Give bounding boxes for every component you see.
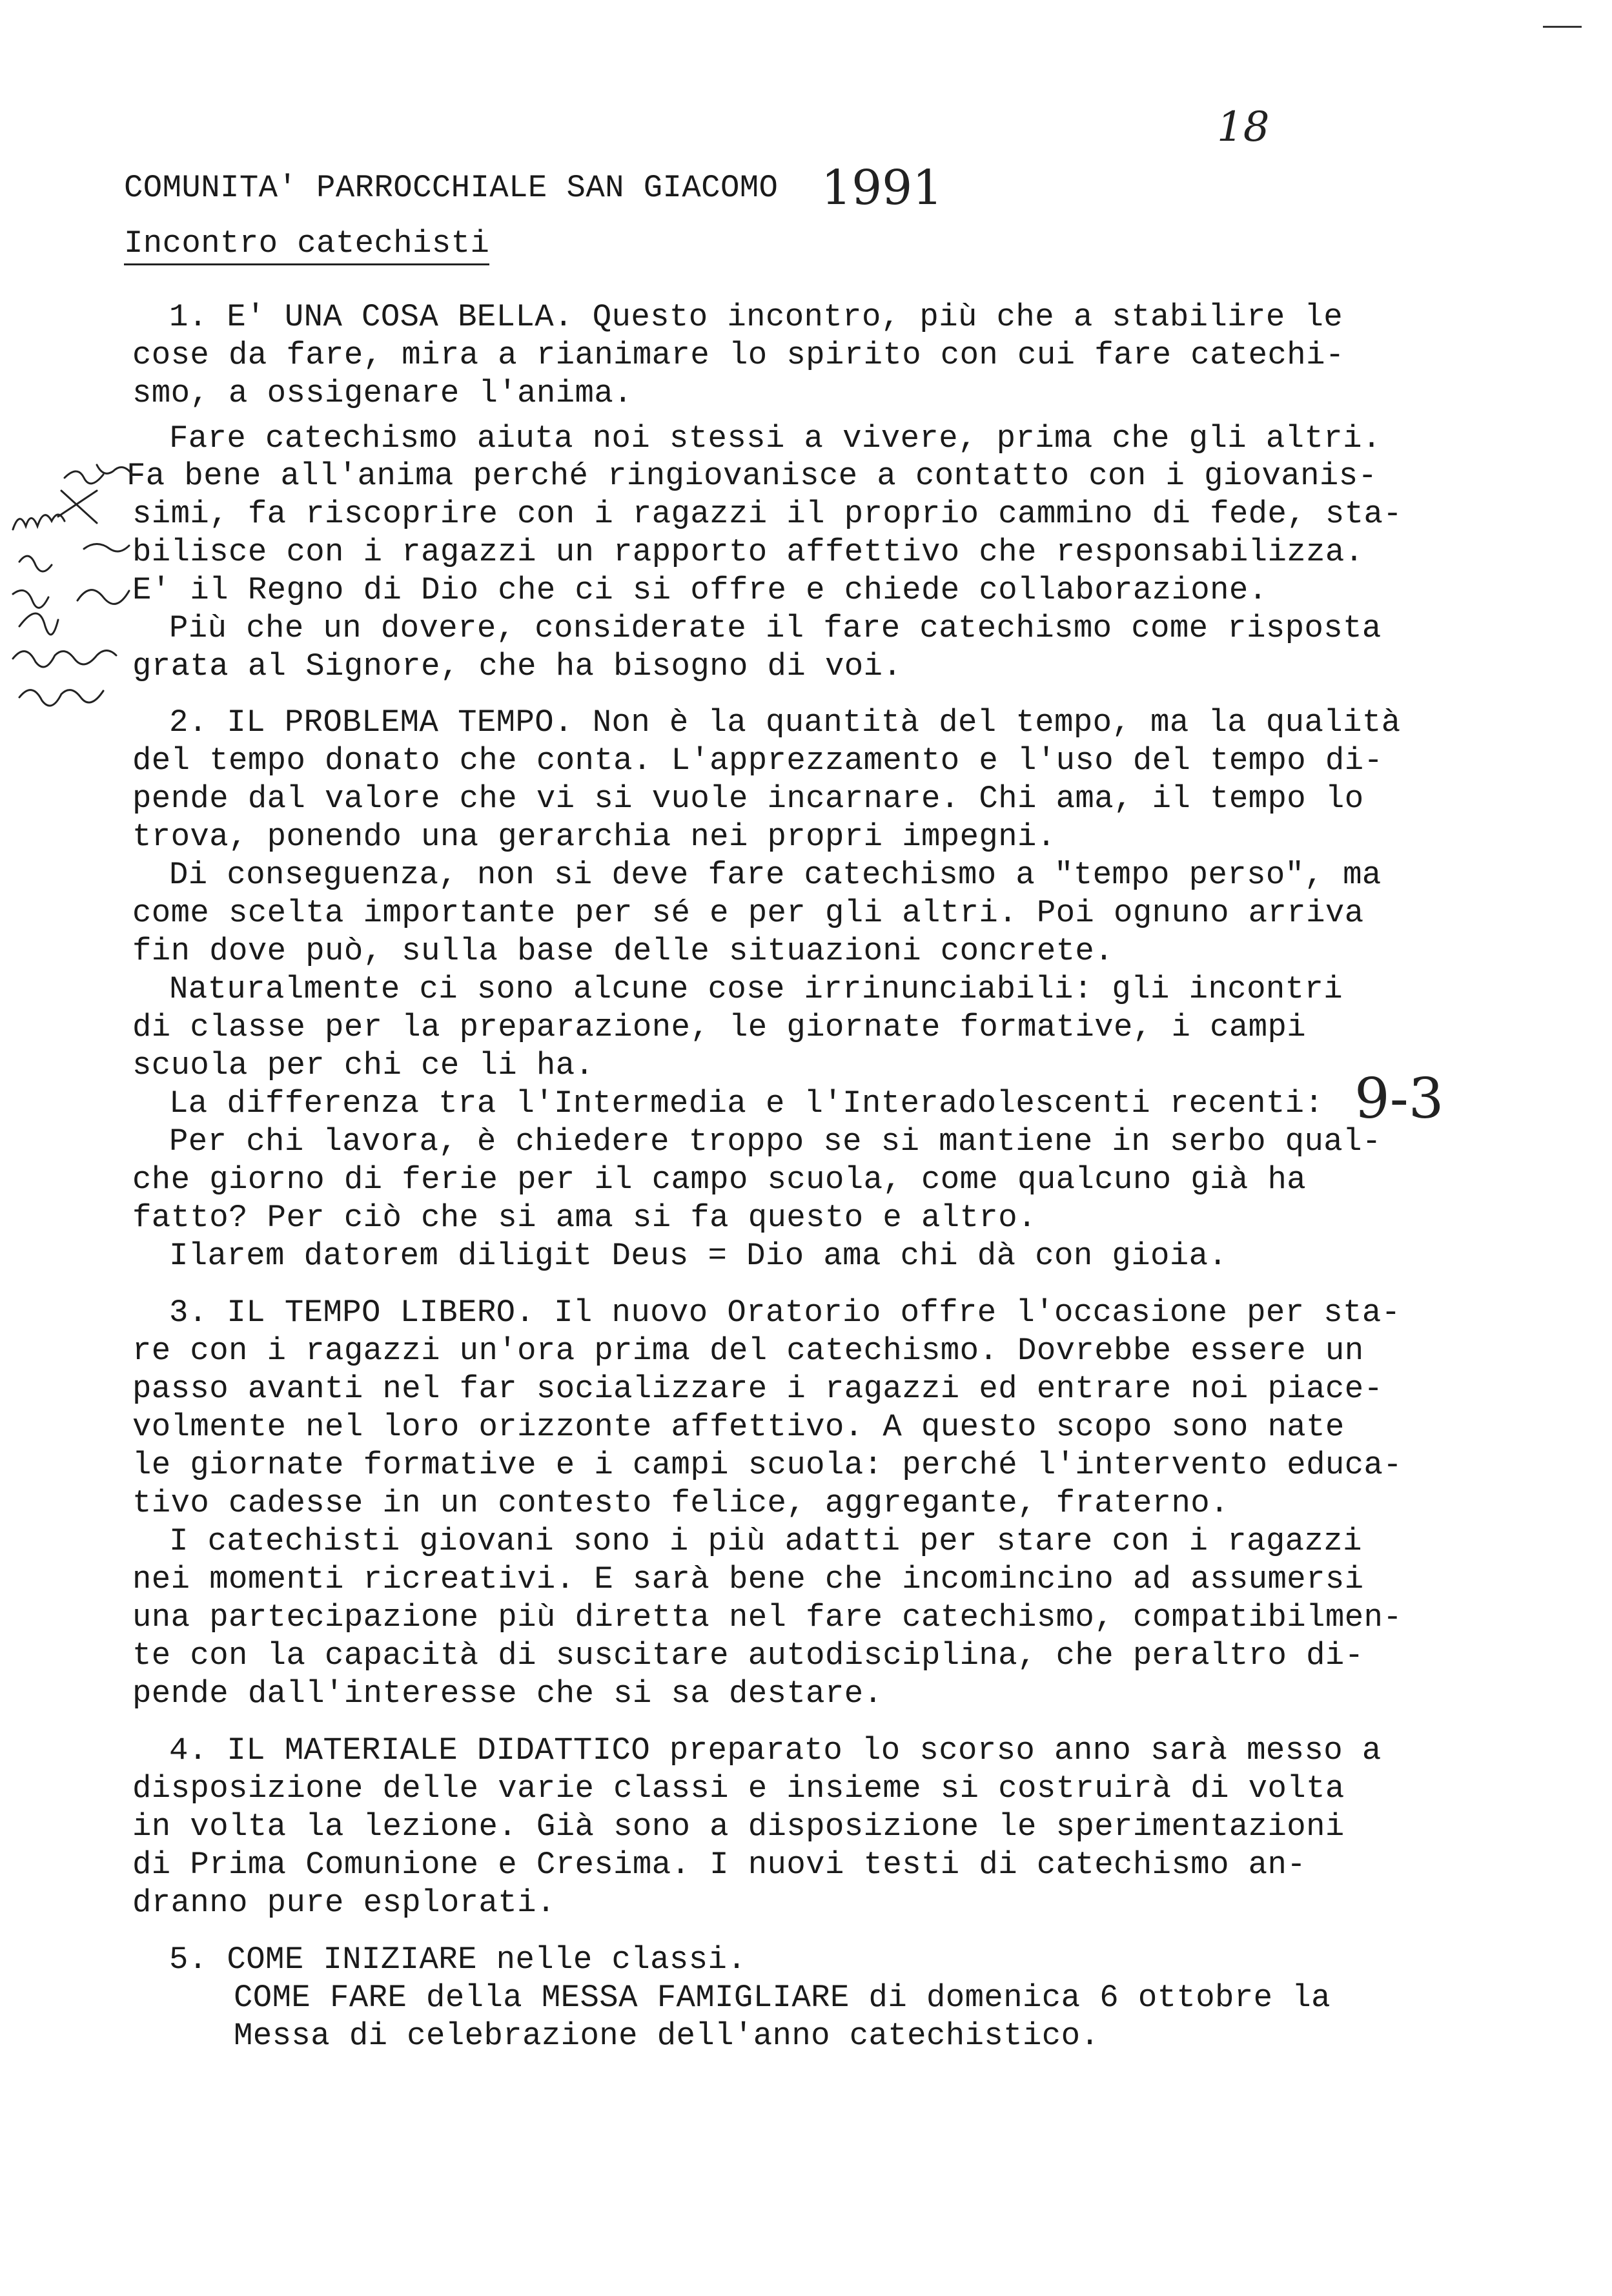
text-line: Più che un dovere, considerate il fare catechismo come risposta xyxy=(169,610,1382,646)
text-line: nei momenti ricreativi. E sarà bene che incomincino ad assumersi xyxy=(132,1561,1364,1597)
text-line: del tempo donato che conta. L'apprezzamento e l'uso del tempo di- xyxy=(132,743,1383,779)
text-line: smo, a ossigenare l'anima. xyxy=(132,375,633,411)
margin-scribble xyxy=(0,439,136,723)
document-subtitle: Incontro catechisti xyxy=(124,225,489,265)
text-line: passo avanti nel far socializzare i ragazzi ed entrare noi piace- xyxy=(132,1371,1383,1407)
text-line: Fare catechismo aiuta noi stessi a vivere, prima che gli altri. xyxy=(169,420,1382,456)
corner-mark: 18 xyxy=(1217,103,1270,151)
text-line: le giornate formative e i campi scuola: perché l'intervento educa- xyxy=(132,1447,1403,1483)
text-line: La differenza tra l'Intermedia e l'Interadolescenti recenti: xyxy=(169,1085,1324,1122)
text-line: Ilarem datorem diligit Deus = Dio ama chi dà con gioia. xyxy=(169,1238,1228,1274)
text-line: bilisce con i ragazzi un rapporto affettivo che responsabilizza. xyxy=(132,534,1364,570)
text-line: 5. COME INIZIARE nelle classi. xyxy=(169,1942,747,1978)
text-line: di Prima Comunione e Cresima. I nuovi testi di catechismo an- xyxy=(132,1847,1307,1883)
text-line: tivo cadesse in un contesto felice, aggregante, fraterno. xyxy=(132,1485,1229,1521)
text-line: pende dall'interesse che si sa destare. xyxy=(132,1676,883,1712)
text-line: scuola per chi ce li ha. xyxy=(132,1047,595,1083)
text-line: trova, ponendo una gerarchia nei propri impegni. xyxy=(132,819,1056,855)
text-line: che giorno di ferie per il campo scuola, come qualcuno già ha xyxy=(132,1162,1307,1198)
text-line: Di conseguenza, non si deve fare catechismo a "tempo perso", ma xyxy=(169,857,1382,893)
text-line: pende dal valore che vi si vuole incarnare. Chi ama, il tempo lo xyxy=(132,781,1364,817)
text-line: 3. IL TEMPO LIBERO. Il nuovo Oratorio offre l'occasione per sta- xyxy=(169,1295,1401,1331)
text-line: cose da fare, mira a rianimare lo spirito con cui fare catechi- xyxy=(132,337,1345,373)
edge-mark xyxy=(1543,26,1582,28)
text-line: 4. IL MATERIALE DIDATTICO preparato lo scorso anno sarà messo a xyxy=(169,1732,1382,1768)
text-line: grata al Signore, che ha bisogno di voi. xyxy=(132,648,903,684)
text-line: in volta la lezione. Già sono a disposizione le sperimentazioni xyxy=(132,1809,1345,1845)
text-line: una partecipazione più diretta nel fare catechismo, compatibilmen- xyxy=(132,1599,1403,1635)
text-line: I catechisti giovani sono i più adatti per stare con i ragazzi xyxy=(169,1523,1362,1559)
text-line: te con la capacità di suscitare autodisciplina, che peraltro di- xyxy=(132,1637,1364,1674)
text-line: come scelta importante per sé e per gli altri. Poi ognuno arriva xyxy=(132,895,1364,931)
text-line: Fa bene all'anima perché ringiovanisce a contatto con i giovanis- xyxy=(127,458,1378,494)
text-line: E' il Regno di Dio che ci si offre e chiede collaborazione. xyxy=(132,572,1268,608)
text-line: Per chi lavora, è chiedere troppo se si mantiene in serbo qual- xyxy=(169,1123,1382,1160)
text-line: volmente nel loro orizzonte affettivo. A questo scopo sono nate xyxy=(132,1409,1345,1445)
text-line: Naturalmente ci sono alcune cose irrinunciabili: gli incontri xyxy=(169,971,1343,1007)
handwritten-year: 1991 xyxy=(821,160,943,216)
text-line: fatto? Per ciò che si ama si fa questo e altro. xyxy=(132,1200,1037,1236)
text-line: 1. E' UNA COSA BELLA. Questo incontro, più che a stabilire le xyxy=(169,299,1343,335)
text-line: fin dove può, sulla base delle situazioni concrete. xyxy=(132,933,1114,969)
text-line: re con i ragazzi un'ora prima del catechismo. Dovrebbe essere un xyxy=(132,1333,1364,1369)
handwritten-note: 9-3 xyxy=(1354,1067,1444,1131)
text-line: dranno pure esplorati. xyxy=(132,1885,556,1921)
text-line: di classe per la preparazione, le giornate formative, i campi xyxy=(132,1009,1307,1045)
document-title: COMUNITA' PARROCCHIALE SAN GIACOMO xyxy=(124,170,779,206)
text-line: COME FARE della MESSA FAMIGLIARE di domenica 6 ottobre la xyxy=(234,1980,1331,2016)
text-line: Messa di celebrazione dell'anno catechistico. xyxy=(234,2018,1100,2054)
text-line: 2. IL PROBLEMA TEMPO. Non è la quantità del tempo, ma la qualità xyxy=(169,704,1401,741)
text-line: simi, fa riscoprire con i ragazzi il proprio cammino di fede, sta- xyxy=(132,496,1403,532)
text-line: disposizione delle varie classi e insieme si costruirà di volta xyxy=(132,1770,1345,1807)
